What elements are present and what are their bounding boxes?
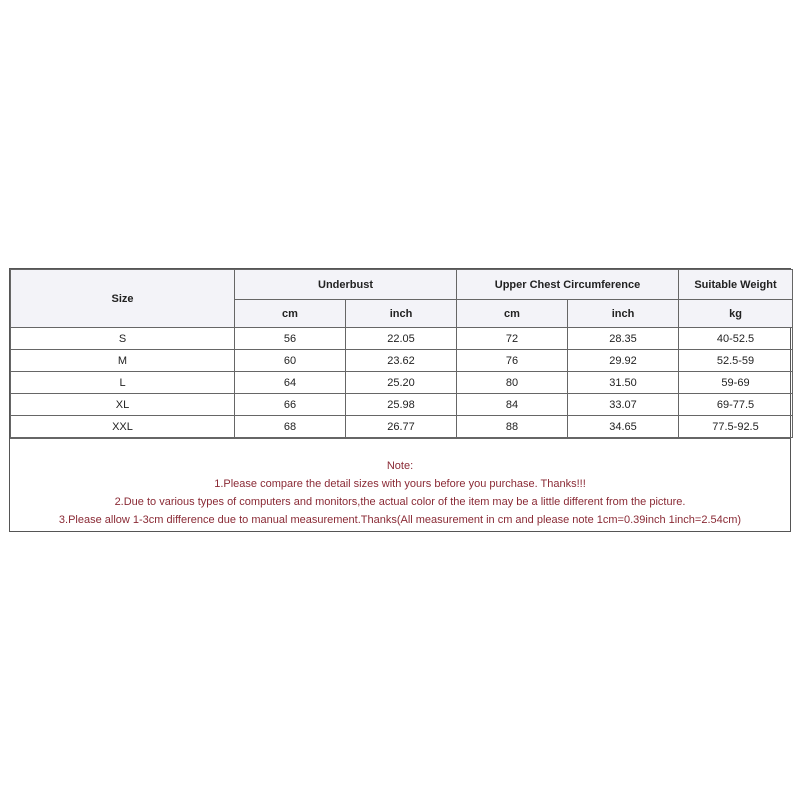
table-row (11, 328, 793, 350)
table-row (11, 350, 793, 372)
cell-underbust-cm: 68 (235, 416, 346, 438)
cell-upper-chest-cm: 84 (457, 394, 568, 416)
cell-upper-chest-inch: 31.50 (568, 372, 679, 394)
size-table (10, 269, 793, 438)
cell-underbust-cm: 64 (235, 372, 346, 394)
cell-upper-chest-cm: 72 (457, 328, 568, 350)
cell-underbust-cm: 60 (235, 350, 346, 372)
notes-section (10, 438, 790, 531)
header-upper-chest: Upper Chest Circumference (457, 270, 679, 300)
cell-underbust-inch: 25.20 (346, 372, 457, 394)
header-weight: Suitable Weight (679, 270, 793, 300)
cell-weight-kg: 52.5-59 (679, 350, 793, 372)
table-row (11, 372, 793, 394)
cell-upper-chest-cm: 80 (457, 372, 568, 394)
size-chart (9, 268, 791, 532)
cell-upper-chest-inch: 33.07 (568, 394, 679, 416)
cell-upper-chest-inch: 28.35 (568, 328, 679, 350)
note-line-2: 2.Due to various types of computers and monitors,the actual color of the item may be a little different from the picture. (114, 496, 686, 508)
cell-size: XXL (11, 416, 235, 438)
cell-underbust-cm: 56 (235, 328, 346, 350)
header-underbust: Underbust (235, 270, 457, 300)
cell-weight-kg: 77.5-92.5 (679, 416, 793, 438)
note-line-1: 1.Please compare the detail sizes with yours before you purchase. Thanks!!! (214, 478, 586, 490)
cell-underbust-inch: 26.77 (346, 416, 457, 438)
note-line-3: 3.Please allow 1-3cm difference due to manual measurement.Thanks(All measurement in cm and please note 1cm=0.39inch 1inch=2.54cm) (58, 514, 742, 526)
cell-weight-kg: 59-69 (679, 372, 793, 394)
header-row-groups (11, 270, 793, 300)
cell-weight-kg: 40-52.5 (679, 328, 793, 350)
header-unit-cm: cm (457, 300, 568, 328)
notes-title: Note: (386, 460, 414, 472)
cell-size: S (11, 328, 235, 350)
cell-weight-kg: 69-77.5 (679, 394, 793, 416)
cell-size: XL (11, 394, 235, 416)
header-unit-inch: inch (346, 300, 457, 328)
header-unit-cm: cm (235, 300, 346, 328)
cell-underbust-cm: 66 (235, 394, 346, 416)
header-unit-inch: inch (568, 300, 679, 328)
header-size: Size (11, 270, 235, 328)
cell-upper-chest-inch: 29.92 (568, 350, 679, 372)
cell-underbust-inch: 23.62 (346, 350, 457, 372)
cell-size: M (11, 350, 235, 372)
table-row (11, 416, 793, 438)
cell-upper-chest-inch: 34.65 (568, 416, 679, 438)
cell-size: L (11, 372, 235, 394)
cell-underbust-inch: 25.98 (346, 394, 457, 416)
table-row (11, 394, 793, 416)
cell-upper-chest-cm: 88 (457, 416, 568, 438)
header-unit-kg: kg (679, 300, 793, 328)
cell-underbust-inch: 22.05 (346, 328, 457, 350)
cell-upper-chest-cm: 76 (457, 350, 568, 372)
